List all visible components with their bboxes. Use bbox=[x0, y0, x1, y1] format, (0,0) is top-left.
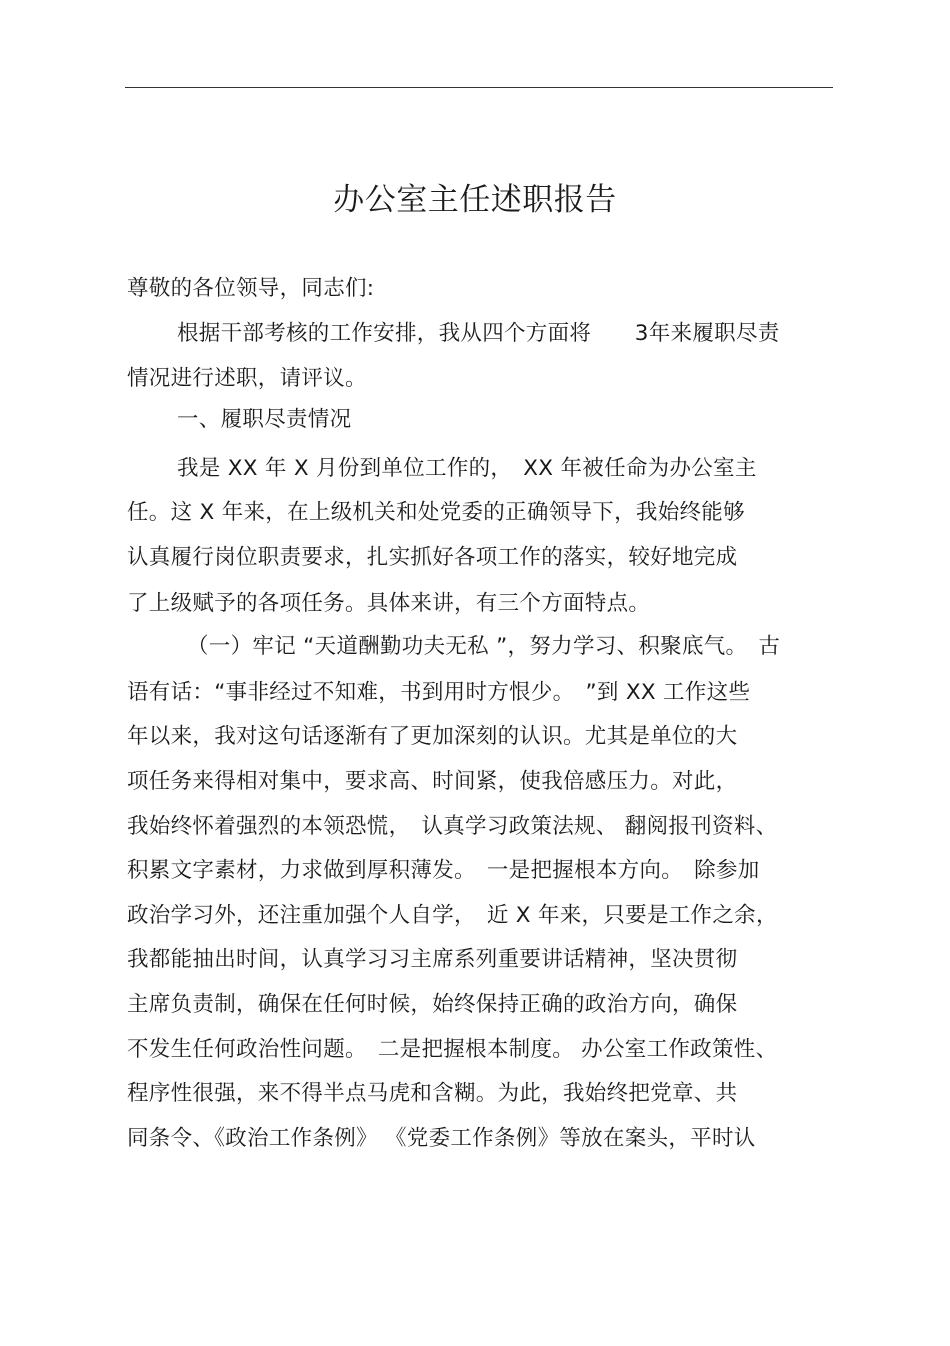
document-title: 办公室主任述职报告 bbox=[333, 182, 617, 218]
body-line: 我始终怀着强烈的本领恐慌， 认真学习政策法规、 翻阅报刊资料、 bbox=[127, 814, 778, 839]
section-heading: 一、履职尽责情况 bbox=[177, 407, 352, 432]
body-line: 情况进行述职，请评议。 bbox=[127, 366, 367, 391]
body-line: 我都能抽出时间，认真学习习主席系列重要讲话精神，坚决贯彻 bbox=[127, 947, 738, 972]
body-line: 项任务来得相对集中，要求高、时间紧，使我倍感压力。对此， bbox=[127, 769, 738, 794]
body-line: 积累文字素材，力求做到厚积薄发。 一是把握根本方向。 除参加 bbox=[127, 858, 760, 883]
body-line: 了上级赋予的各项任务。具体来讲，有三个方面特点。 bbox=[127, 591, 651, 616]
body-line: 任。这 X 年来，在上级机关和处党委的正确领导下，我始终能够 bbox=[127, 500, 745, 525]
body-line: 程序性很强，来不得半点马虎和含糊。为此，我始终把党章、共 bbox=[127, 1081, 738, 1106]
body-line: 不发生任何政治性问题。 二是把握根本制度。 办公室工作政策性、 bbox=[127, 1037, 778, 1062]
body-line: 同条令、《政治工作条例》 《党委工作条例》等放在案头，平时认 bbox=[127, 1126, 756, 1151]
body-line: 年以来，我对这句话逐渐有了更加深刻的认识。尤其是单位的大 bbox=[127, 724, 738, 749]
body-line: 根据干部考核的工作安排，我从四个方面将 3年来履职尽责 bbox=[177, 321, 780, 346]
body-line: 政治学习外，还注重加强个人自学， 近 X 年来，只要是工作之余， bbox=[127, 903, 778, 928]
header-rule bbox=[125, 87, 833, 88]
body-line: 语有话：“事非经过不知难，书到用时方恨少。 ”到 XX 工作这些 bbox=[127, 680, 751, 705]
body-line: 主席负责制，确保在任何时候，始终保持正确的政治方向，确保 bbox=[127, 992, 738, 1017]
body-line: 我是 XX 年 X 月份到单位工作的， XX 年被任命为办公室主 bbox=[177, 456, 757, 481]
body-line: 认真履行岗位职责要求，扎实抓好各项工作的落实，较好地完成 bbox=[127, 545, 738, 570]
subsection-line: （一）牢记 “天道酬勤功夫无私 ”，努力学习、积聚底气。 古 bbox=[187, 634, 781, 659]
salutation-line: 尊敬的各位领导，同志们: bbox=[127, 276, 375, 301]
